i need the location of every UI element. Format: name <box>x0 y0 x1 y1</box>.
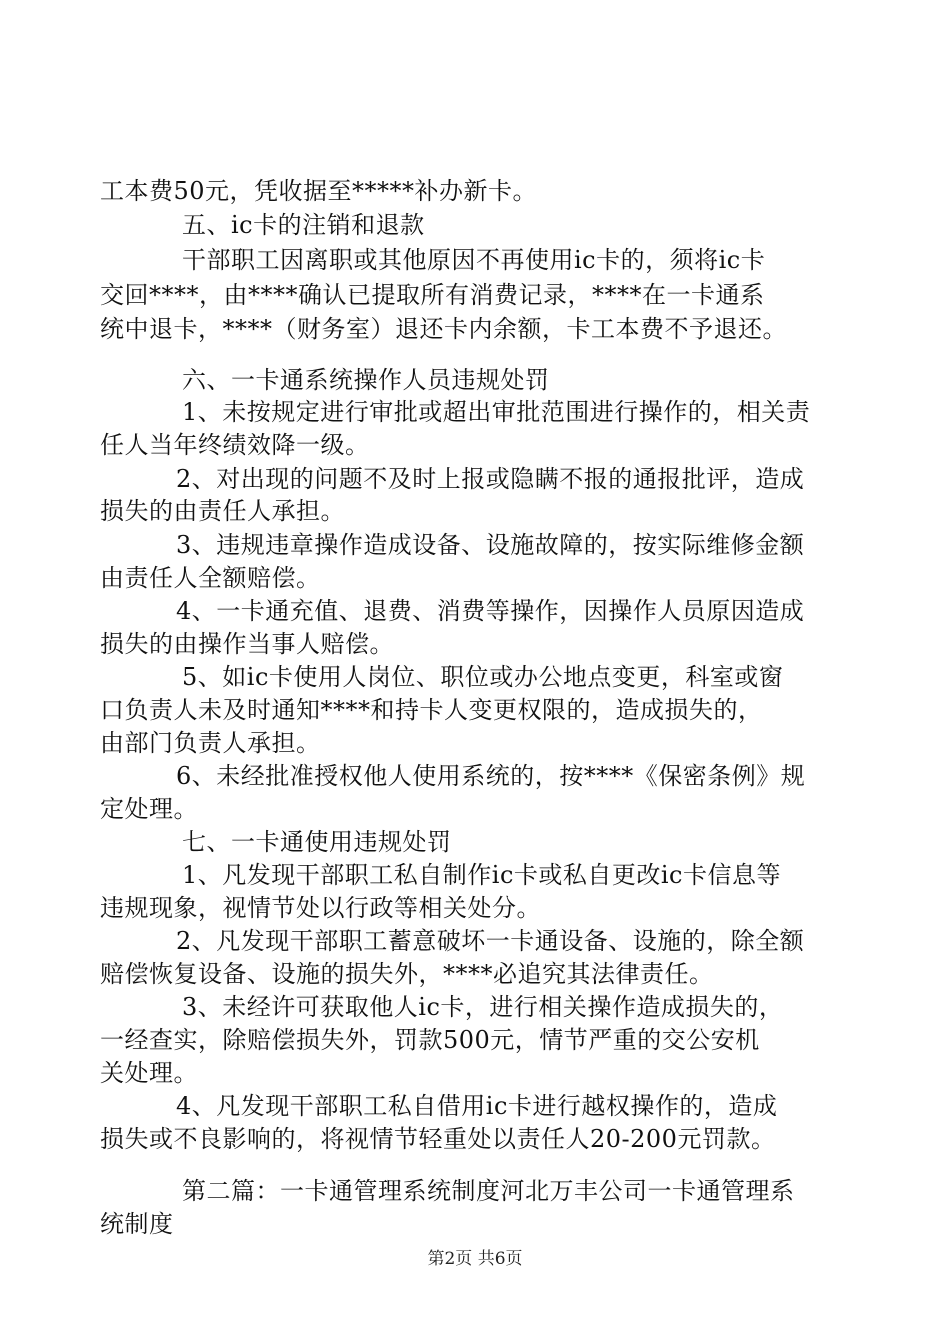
text-line: 6、未经批准授权他人使用系统的，按****《保密条例》规 <box>176 762 806 790</box>
text-line: 由责任人全额赔偿。 <box>100 564 321 592</box>
text-line: 3、未经许可获取他人ic卡，进行相关操作造成损失的， <box>182 993 784 1021</box>
text-line: 口负责人未及时通知****和持卡人变更权限的，造成损失的， <box>100 696 763 724</box>
chapter-heading: 第二篇：一卡通管理系统制度河北万丰公司一卡通管理系 <box>182 1177 795 1205</box>
text-line: 交回****，由****确认已提取所有消费记录，****在一卡通系 <box>100 281 765 309</box>
text-line: 一经查实，除赔偿损失外，罚款500元，情节严重的交公安机 <box>100 1026 760 1054</box>
text-line: 任人当年终绩效降一级。 <box>100 431 370 459</box>
text-line: 3、违规违章操作造成设备、设施故障的，按实际维修金额 <box>176 531 805 559</box>
text-line: 干部职工因离职或其他原因不再使用ic卡的，须将ic卡 <box>182 246 766 274</box>
text-line: 违规现象，视情节处以行政等相关处分。 <box>100 894 541 922</box>
text-line: 统中退卡，****（财务室）退还卡内余额，卡工本费不予退还。 <box>100 315 787 343</box>
text-line: 4、一卡通充值、退费、消费等操作，因操作人员原因造成 <box>176 597 805 625</box>
text-line: 5、如ic卡使用人岗位、职位或办公地点变更，科室或窗 <box>182 663 784 691</box>
text-line: 损失或不良影响的，将视情节轻重处以责任人20-200元罚款。 <box>100 1125 776 1153</box>
text-line: 由部门负责人承担。 <box>100 729 321 757</box>
text-line: 工本费50元，凭收据至*****补办新卡。 <box>100 177 538 205</box>
section-heading: 五、ic卡的注销和退款 <box>182 211 425 239</box>
text-line: 2、凡发现干部职工蓄意破坏一卡通设备、设施的，除全额 <box>176 927 805 955</box>
text-line: 损失的由责任人承担。 <box>100 497 345 525</box>
section-heading: 六、一卡通系统操作人员违规处罚 <box>182 366 550 394</box>
text-line: 关处理。 <box>100 1059 198 1087</box>
text-line: 2、对出现的问题不及时上报或隐瞒不报的通报批评，造成 <box>176 465 805 493</box>
text-line: 4、凡发现干部职工私自借用ic卡进行越权操作的，造成 <box>176 1092 778 1120</box>
text-line: 赔偿恢复设备、设施的损失外，****必追究其法律责任。 <box>100 960 714 988</box>
chapter-heading: 统制度 <box>100 1210 174 1238</box>
text-line: 损失的由操作当事人赔偿。 <box>100 630 394 658</box>
text-line: 定处理。 <box>100 795 198 823</box>
text-line: 1、未按规定进行审批或超出审批范围进行操作的，相关责 <box>182 398 811 426</box>
text-line: 1、凡发现干部职工私自制作ic卡或私自更改ic卡信息等 <box>182 861 782 889</box>
section-heading: 七、一卡通使用违规处罚 <box>182 828 452 856</box>
page-number-footer: 第2页 共6页 <box>427 1249 523 1269</box>
